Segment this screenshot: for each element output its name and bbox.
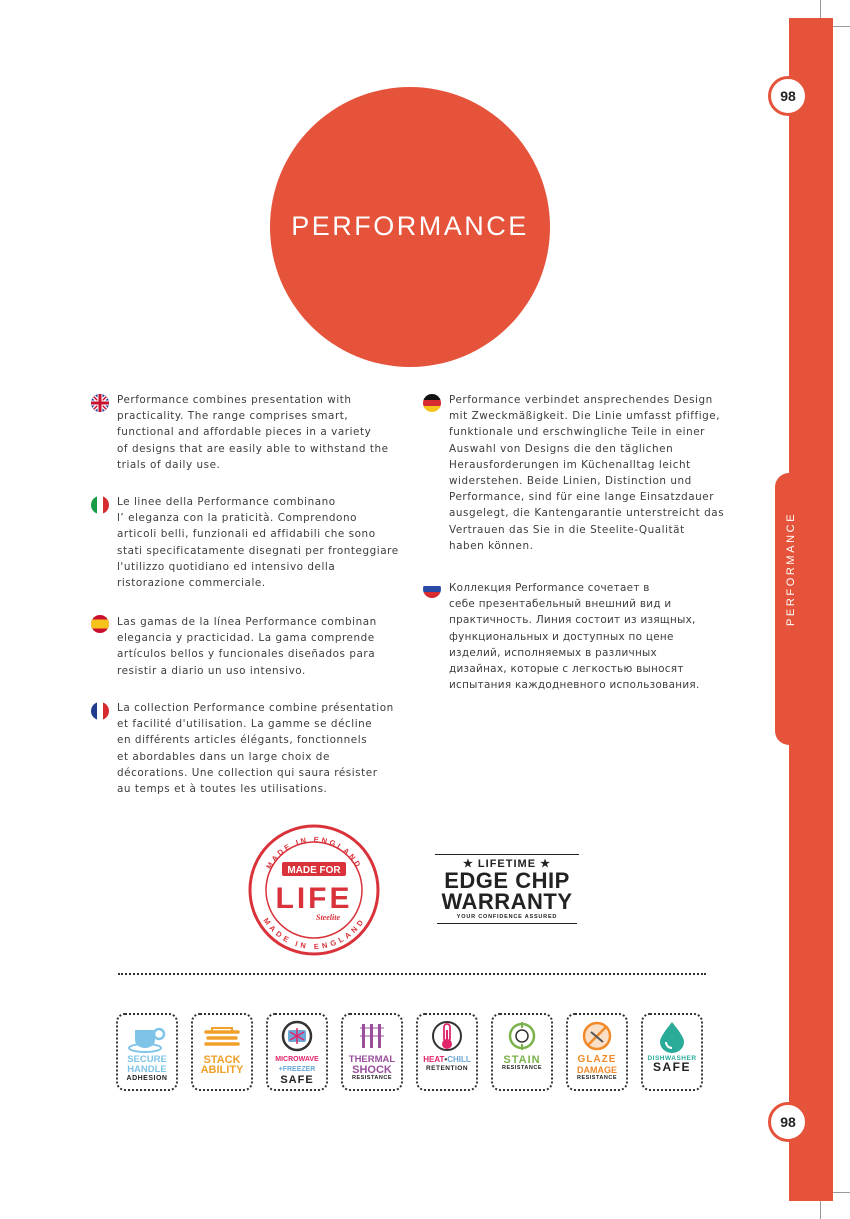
warranty-bottom: YOUR CONFIDENCE ASSURED xyxy=(437,914,577,924)
chill-label: CHILL xyxy=(447,1055,471,1064)
heat-label: HEAT xyxy=(423,1055,445,1064)
stain-plate-icon xyxy=(502,1020,542,1054)
warranty-top: ★ LIFETIME ★ xyxy=(435,854,579,870)
spain-flag-icon xyxy=(91,615,109,633)
paragraph-italian: Le linee della Performance combinano l’ eleganza con la praticità. Comprendono articoli belli, funzionali ed affidabili che sono stati specificatamente disegnati per fronteggiare l'utilizzo quotidiano ed intensivo della ristorazione commerciale. xyxy=(117,496,399,590)
warranty-line2: WARRANTY xyxy=(441,889,573,914)
thermometer-icon xyxy=(427,1020,467,1054)
france-flag-icon xyxy=(91,702,109,720)
hero-circle xyxy=(270,87,550,367)
edge-chip-warranty-badge xyxy=(433,854,581,934)
dotted-divider xyxy=(118,973,706,975)
stacked-plates-icon xyxy=(202,1020,242,1054)
paragraph-english: Performance combines presentation with practicality. The range comprises smart, functional and affordable pieces in a variety of designs that are easily able to withstand the trials of daily use. xyxy=(117,394,389,471)
feature-glaze-damage: GLAZE DAMAGE RESISTANCE xyxy=(566,1013,628,1091)
feature-secure-handle: SECURE HANDLE ADHESION xyxy=(116,1013,178,1091)
page-number-top: 98 xyxy=(768,76,808,116)
paragraph-russian: Коллекция Performance сочетает в себе презентабельный внешний вид и практичность. Линия состоит из изящных, функциональных и доступных по цене изделий, исполняемых в различных дизайнах, которые с легкостью выносят испытания каждодневного использования. xyxy=(449,582,700,692)
feature-thermal-shock: THERMAL SHOCK RESISTANCE xyxy=(341,1013,403,1091)
made-for-life-stamp xyxy=(246,822,382,958)
stamp-brand: Steelite xyxy=(316,913,340,922)
stamp-ring-top: MADE IN ENGLAND xyxy=(264,834,364,871)
stamp-banner: MADE FOR xyxy=(287,865,341,876)
feature-stackability: STACK ABILITY xyxy=(191,1013,253,1091)
feature-microwave-freezer: MICROWAVE +FREEZER SAFE xyxy=(266,1013,328,1091)
paragraph-german: Performance verbindet ansprechendes Design mit Zweckmäßigkeit. Die Linie umfasst pfiffige, funktionale und erschwingliche Teile in einer Auswahl von Designs die den täglichen Herausforderungen im Küchenalltag leicht widerstehen. Beide Linien, Distinction und Performance, sind für eine lange Einsatzdauer ausgelegt, die Kantengarantie unterstreicht das Vertrauen das Sie in die Steelite-Qualität haben können. xyxy=(449,394,725,552)
section-label xyxy=(785,586,797,626)
germany-flag-icon xyxy=(423,394,441,412)
italy-flag-icon xyxy=(91,496,109,514)
thermometer-bars-icon xyxy=(352,1020,392,1054)
heat-chill-separator: • xyxy=(444,1055,448,1064)
page-title: PERFORMANCE xyxy=(291,210,529,241)
feature-heat-chill: HEAT•CHILL RETENTION xyxy=(416,1013,478,1091)
russia-flag-icon xyxy=(423,580,441,598)
stamp-word: LIFE xyxy=(275,882,353,915)
water-drop-icon xyxy=(652,1020,692,1054)
warranty-line1: EDGE CHIP xyxy=(444,868,570,893)
feature-stain-resistance: STAIN RESISTANCE xyxy=(491,1013,553,1091)
page-number-bottom: 98 xyxy=(768,1102,808,1142)
stamp-ring-bottom: MADE IN ENGLAND xyxy=(261,916,367,952)
paragraph-french: La collection Performance combine présentation et facilité d'utilisation. La gamme se décline en différents articles élégants, fonctionnels et abordables dans un large choix de décorations. Une collection qui saura résister au temps et à toutes les utilisations. xyxy=(117,702,394,796)
snowflake-icon xyxy=(277,1020,317,1054)
uk-flag-icon xyxy=(91,394,109,412)
cup-handle-icon xyxy=(127,1020,167,1054)
feature-dishwasher-safe: DISHWASHER SAFE xyxy=(641,1013,703,1091)
no-knife-icon xyxy=(577,1020,617,1054)
paragraph-spanish: Las gamas de la línea Performance combinan elegancia y practicidad. La gama comprende artículos bellos y funcionales diseñados para resistir a diario un uso intensivo. xyxy=(117,616,377,677)
